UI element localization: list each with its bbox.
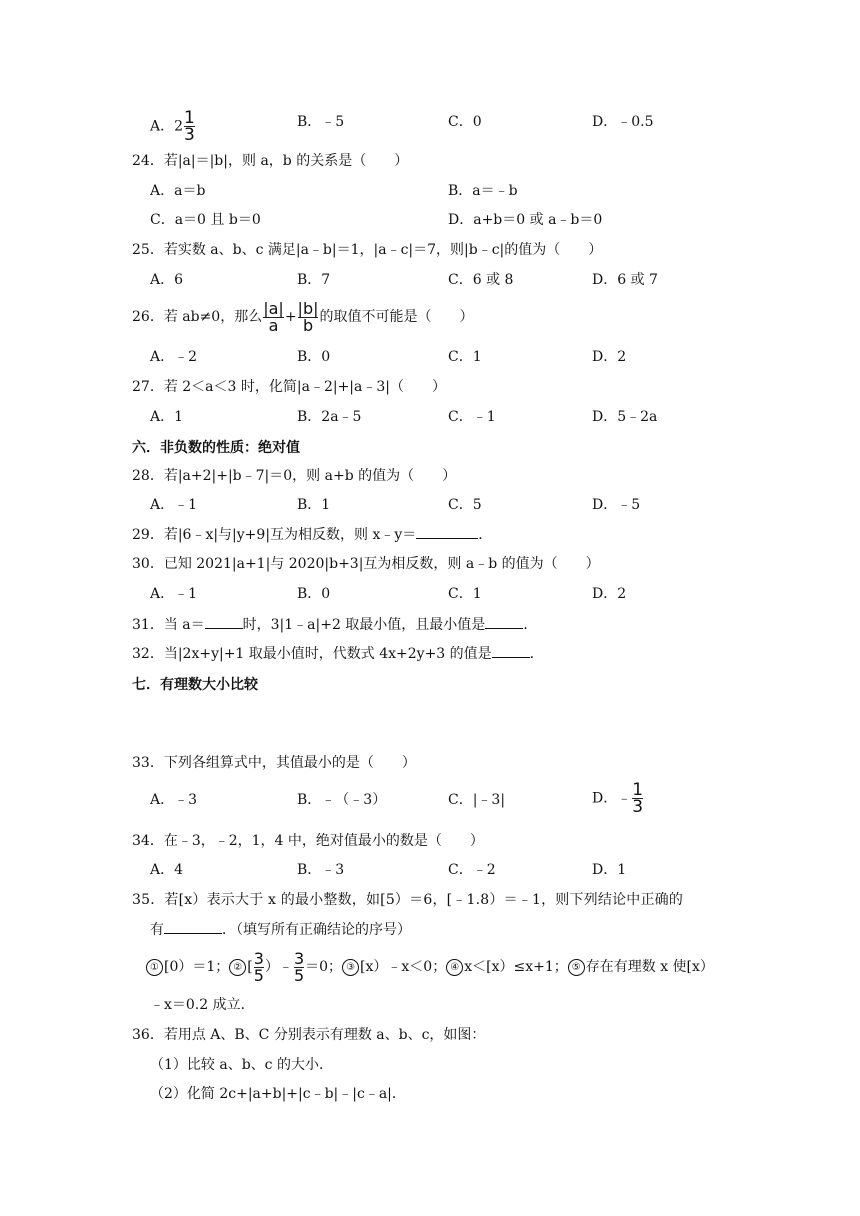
q34-stem: 34．在﹣3，﹣2，1，4 中，绝对值最小的数是（ ）: [132, 833, 484, 849]
q23-option-c: C．0: [448, 114, 482, 130]
q35-stem-line1: 35．若[x）表示大于 x 的最小整数，如[5）＝6，[﹣1.8）＝﹣1，则下列结论中正确的: [132, 892, 684, 908]
q25-stem: 25．若实数 a、b、c 满足|a﹣b|＝1，|a﹣c|＝7，则|b﹣c|的值为（ ）: [132, 242, 603, 258]
q28-option-c: C．5: [448, 497, 482, 513]
answer-blank: [485, 614, 523, 629]
q36-part-1: （1）比较 a、b、c 的大小．: [150, 1057, 333, 1073]
answer-blank: [164, 919, 222, 934]
q28-option-d: D．﹣5: [592, 497, 641, 513]
circled-number-1: ①: [146, 959, 163, 976]
q27-option-d: D．5﹣2a: [592, 409, 658, 425]
section-heading-7: 七．有理数大小比较: [132, 677, 258, 693]
q26-option-c: C．1: [448, 349, 482, 365]
q26-stem: 26．若 ab≠0，那么 $\frac{|a|}{a}$ + $\frac{|b|}{b}$ 的取值不可能是（ ）: [132, 298, 474, 335]
q26-option-b: B．0: [297, 349, 331, 365]
q24-stem: 24．若|a|＝|b|，则 a，b 的关系是（ ）: [132, 153, 409, 169]
circled-number-4: ④: [446, 959, 463, 976]
q34-option-c: C．﹣2: [448, 862, 496, 878]
q28-option-a: A．﹣1: [150, 497, 198, 513]
q28-option-b: B．1: [297, 497, 331, 513]
q26-option-d: D．2: [592, 349, 627, 365]
q35-statements: ① [0）＝1； ② [ $\frac{3}{5}$ ）﹣ $\frac{3}{5}$ ＝0； ③ [x）﹣x＜0； ④ x＜[x）≤x+1； ⑤ 存在有理数 x 使[x）: [146, 948, 714, 986]
q30-stem: 30．已知 2021|a+1|与 2020|b+3|互为相反数，则 a﹣b 的值为（ ）: [132, 556, 600, 572]
q23-option-d: D．﹣0.5: [592, 114, 654, 130]
fraction-one-third: $\frac{1}{3}$: [184, 108, 195, 145]
circled-number-5: ⑤: [568, 959, 585, 976]
q24-option-b: B．a＝﹣b: [448, 183, 518, 199]
q27-option-c: C．﹣1: [448, 409, 496, 425]
q33-option-a: A．﹣3: [150, 792, 198, 808]
q23-option-a: A．2 $\frac{1}{3}$: [150, 108, 195, 145]
q23-option-b: B．﹣5: [297, 114, 345, 130]
q35-stem-line2: 有 ．（填写所有正确结论的序号）: [150, 919, 411, 940]
answer-blank: [416, 524, 478, 539]
q27-option-a: A．1: [150, 409, 184, 425]
section-heading-6: 六．非负数的性质：绝对值: [132, 440, 300, 456]
q33-stem: 33．下列各组算式中，其值最小的是（ ）: [132, 755, 416, 771]
fraction-one-third: $\frac{1}{3}$: [632, 780, 644, 817]
answer-blank: [205, 614, 243, 629]
q28-stem: 28．若|a+2|+|b﹣7|＝0，则 a+b 的值为（ ）: [132, 468, 457, 484]
fraction-abs-b-over-b: $\frac{|b|}{b}$: [297, 298, 319, 335]
q25-option-d: D．6 或 7: [592, 272, 658, 288]
q29-stem: 29．若|6﹣x|与|y+9|互为相反数，则 x﹣y＝ ．: [132, 524, 492, 545]
q30-option-b: B．0: [297, 586, 331, 602]
q26-option-a: A．﹣2: [150, 349, 198, 365]
q25-option-a: A．6: [150, 272, 184, 288]
fraction-three-fifths: $\frac{3}{5}$: [293, 948, 305, 985]
fraction-abs-a-over-a: $\frac{|a|}{a}$: [263, 298, 284, 335]
q33-option-b: B．﹣（﹣3）: [297, 792, 387, 808]
q34-option-a: A．4: [150, 862, 184, 878]
q27-option-b: B．2a﹣5: [297, 409, 362, 425]
q33-option-c: C．|﹣3|: [448, 792, 506, 808]
fraction-three-fifths: $\frac{3}{5}$: [253, 948, 264, 985]
q30-option-a: A．﹣1: [150, 586, 198, 602]
q36-stem: 36．若用点 A、B、C 分别表示有理数 a、b、c，如图：: [132, 1027, 486, 1043]
q24-option-c: C．a＝0 且 b＝0: [150, 212, 261, 228]
q32-stem: 32．当|2x+y|+1 取最小值时，代数式 4x+2y+3 的值是 ．: [132, 643, 544, 664]
q25-option-b: B．7: [297, 272, 331, 288]
q27-stem: 27．若 2＜a＜3 时，化简|a﹣2|+|a﹣3|（ ）: [132, 379, 446, 395]
q34-option-b: B．﹣3: [297, 862, 345, 878]
answer-blank: [492, 643, 530, 658]
q25-option-c: C．6 或 8: [448, 272, 514, 288]
q24-option-a: A．a＝b: [150, 183, 206, 199]
circled-number-2: ②: [229, 959, 246, 976]
q33-option-d: D．﹣ $\frac{1}{3}$: [592, 780, 644, 817]
q36-part-2: （2）化简 2c+|a+b|+|c﹣b|﹣|c﹣a|．: [150, 1086, 406, 1102]
q34-option-d: D．1: [592, 862, 627, 878]
q30-option-d: D．2: [592, 586, 627, 602]
q31-stem: 31．当 a＝ 时，3|1﹣a|+2 取最小值，且最小值是 ．: [132, 614, 537, 635]
q24-option-d: D．a+b＝0 或 a﹣b＝0: [448, 212, 603, 228]
circled-number-3: ③: [342, 959, 359, 976]
q30-option-c: C．1: [448, 586, 482, 602]
q35-stem-line4: ﹣x＝0.2 成立．: [150, 997, 255, 1013]
